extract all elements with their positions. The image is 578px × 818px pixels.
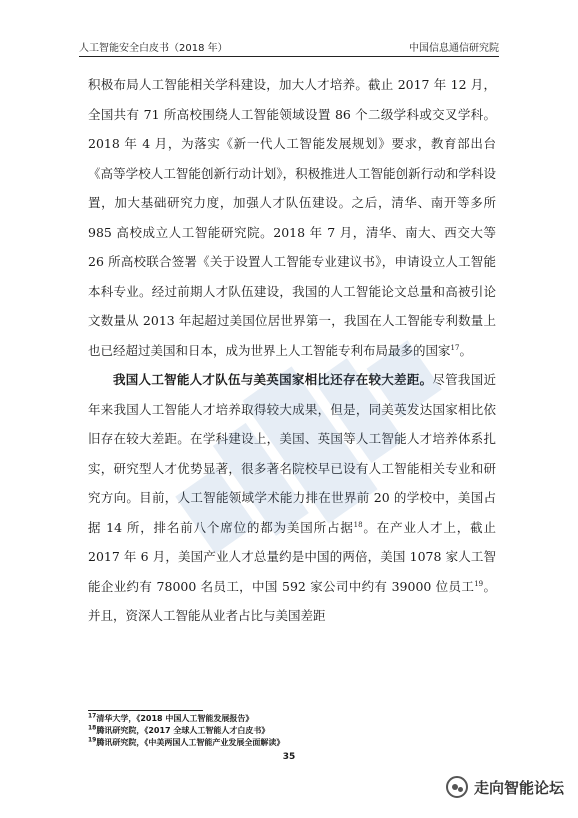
paragraph-2-text-1: 尽管我国近年来我国人工智能人才培养取得较大成果，但是，同美英发达国家相比依旧存在较大差距。在学科建设上，美国、英国等人工智能人才培养体系扎实，研究型人才优势显著，很多著名院校早已设有人工智能相关专业和研究方向。目前，人工智能领域学术能力排在世界前 20 的学校中，美国占据 14 所，排名前八个席位的都为美国所占据	[88, 372, 496, 535]
footnote-ref-19[interactable]: 19	[474, 579, 484, 588]
footnote-divider	[88, 710, 203, 711]
paragraph-1-text: 积极布局人工智能相关学科建设，加大人才培养。截止 2017 年 12 月，全国共有 71 所高校围绕人工智能领域设置 86 个二级学科或交叉学科。2018 年 4 月，为落实《新一代人工智能发展规划》要求，教育部出台《高等学校人工智能创新行动计划》，积极推进人工智能创新行动和学科设置，加大基础研究力度，加强人才队伍建设。之后，清华、南开等多所 985 高校成立人工智能研究院。2018 年 7 月，清华、南大、西交大等 26 所高校联合签署《关于设置人工智能专业建议书》，申请设立人工智能本科专业。经过前期人才队伍建设，我国的人工智能论文总量和高被引论文数量从 2013 年起超过美国位居世界第一，我国在人工智能专利数量上也已经超过美国和日本，成为世界上人工智能专利布局最多的国家	[88, 77, 496, 358]
header-left-title: 人工智能安全白皮书（2018 年）	[79, 43, 228, 54]
paragraph-2-lead: 我国人工智能人才队伍与美英国家相比还存在较大差距。	[113, 372, 433, 387]
footnotes	[88, 713, 284, 749]
paragraph-1-end: 。	[459, 342, 472, 358]
footnote-19: $^{19}$腾讯研究院，《中美两国人工智能产业发展全面解读》	[88, 736, 285, 747]
wechat-icon	[446, 776, 468, 798]
footnote-ref-17[interactable]: 17	[450, 343, 460, 352]
brand-watermark	[446, 776, 564, 798]
paragraph-2	[88, 365, 496, 631]
paragraph-1	[88, 70, 496, 365]
header-divider	[79, 56, 499, 57]
footnote-18: $^{18}$腾讯研究院，《2017 全球人工智能人才白皮书》	[88, 724, 270, 735]
page-number: 35	[282, 752, 296, 762]
paragraph-2-text-3: 。并且，资深人工智能从业者占比与美国差距	[88, 578, 496, 623]
header-right-org: 中国信息通信研究院	[409, 43, 499, 54]
footnote-17: $^{17}$清华大学，《2018 中国人工智能发展报告》	[88, 712, 254, 723]
paragraph-2-text-2: 。在产业人才上，截止 2017 年 6 月，美国产业人才总量约是中国的两倍，美国 1078 家人工智能企业约有 78000 名员工，中国 592 家公司中约有 39000 位员工	[88, 519, 496, 594]
main-body	[88, 70, 496, 631]
footnote-ref-18[interactable]: 18	[353, 520, 363, 529]
page-header	[79, 38, 499, 54]
brand-name: 走向智能论坛	[473, 778, 564, 797]
